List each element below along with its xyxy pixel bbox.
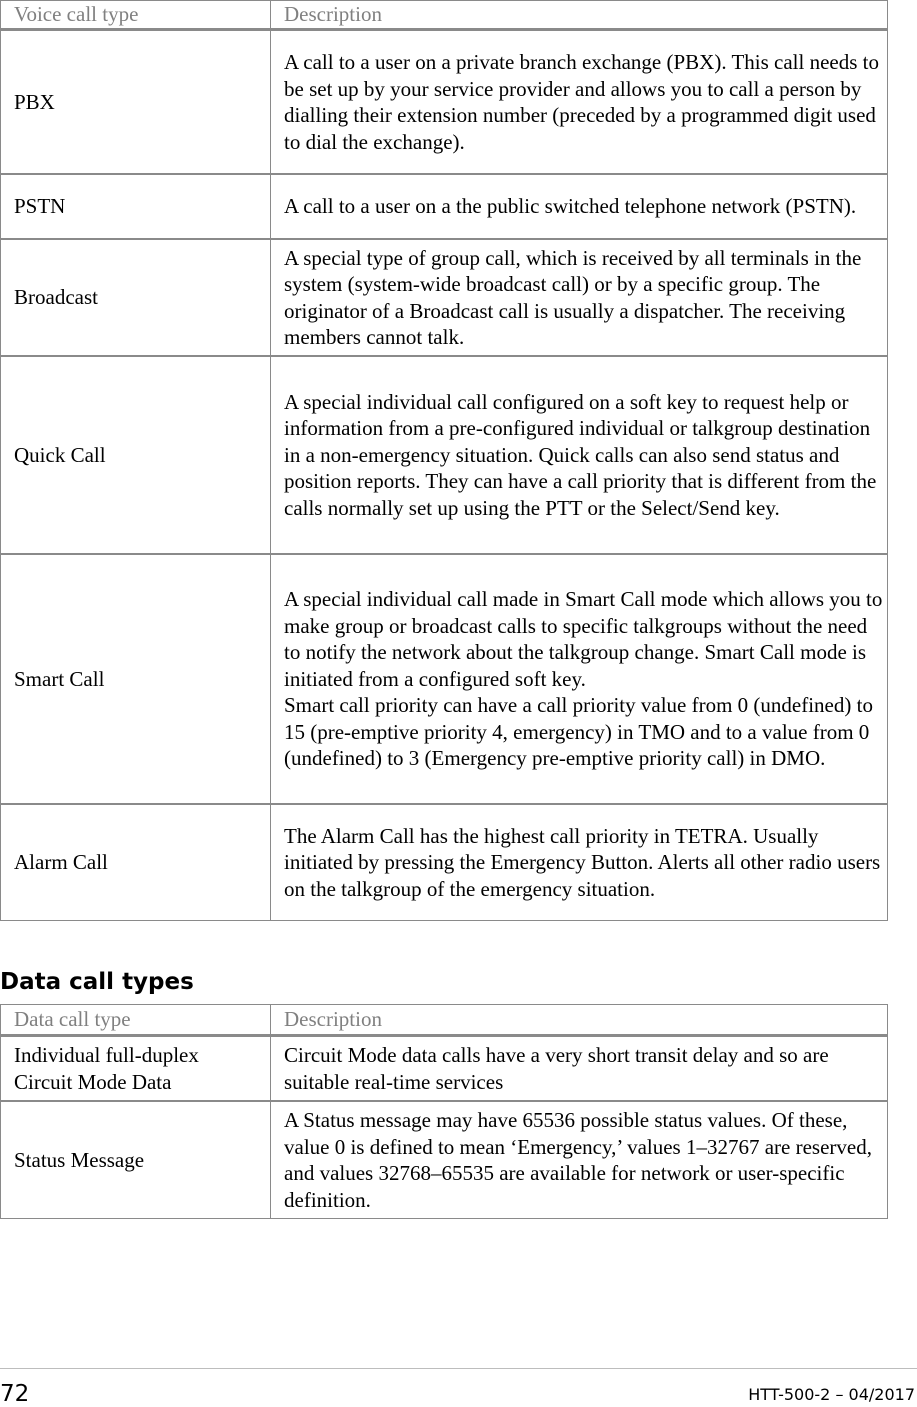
call-type-cell: Status Message: [1, 1101, 271, 1219]
description-cell: A call to a user on a the public switched telephone network (PSTN).: [271, 174, 888, 239]
page-number: 72: [0, 1381, 30, 1407]
table-header-row: [1, 1, 888, 30]
column-header-data-call-type: Data call type: [1, 1005, 271, 1036]
call-type-cell: Quick Call: [1, 356, 271, 554]
table-header-row: [1, 1005, 888, 1036]
call-type-cell: Broadcast: [1, 239, 271, 356]
document-reference: HTT-500-2 – 04/2017: [748, 1385, 915, 1404]
table-row-status-message: [1, 1101, 888, 1219]
description-cell: Circuit Mode data calls have a very short transit delay and so are suitable real-time services: [271, 1036, 888, 1102]
section-heading-data-call-types: Data call types: [0, 969, 194, 995]
table-row-pbx: [1, 30, 888, 175]
table-row-quick-call: [1, 356, 888, 554]
column-header-voice-call-type: Voice call type: [1, 1, 271, 30]
table-row-alarm-call: [1, 804, 888, 921]
call-type-cell: Smart Call: [1, 554, 271, 804]
table-row-smart-call: [1, 554, 888, 804]
description-cell: A special individual call made in Smart Call mode which allows you to make group or broadcast calls to specific talkgroups without the need to notify the network about the talkgroup change. Smart Call mode is initiated from a configured soft key. Smart call priority can have a call priority value from 0 (undefined) to 15 (pre-emptive priority 4, emergency) in TMO and to a value from 0 (undefined) to 3 (Emergency pre-emptive priority call) in DMO.: [271, 554, 888, 804]
description-cell: A special type of group call, which is received by all terminals in the system (system-wide broadcast call) or by a specific group. The originator of a Broadcast call is usually a dispatcher. The receiving members cannot talk.: [271, 239, 888, 356]
column-header-description: Description: [271, 1, 888, 30]
footer-divider: [0, 1368, 917, 1369]
call-type-cell: PBX: [1, 30, 271, 175]
call-type-cell: Individual full-duplex Circuit Mode Data: [1, 1036, 271, 1102]
description-cell: A Status message may have 65536 possible status values. Of these, value 0 is defined to mean ‘Emergency,’ values 1–32767 are reserved, and values 32768–65535 are available for network or user-specific definition.: [271, 1101, 888, 1219]
call-type-cell: PSTN: [1, 174, 271, 239]
data-call-types-table: [0, 1004, 888, 1219]
column-header-description: Description: [271, 1005, 888, 1036]
table-row-broadcast: [1, 239, 888, 356]
table-row-pstn: [1, 174, 888, 239]
description-cell: The Alarm Call has the highest call priority in TETRA. Usually initiated by pressing the Emergency Button. Alerts all other radio users on the talkgroup of the emergency situation.: [271, 804, 888, 921]
description-cell: A call to a user on a private branch exchange (PBX). This call needs to be set up by your service provider and allows you to call a person by dialling their extension number (preceded by a programmed digit used to dial the exchange).: [271, 30, 888, 175]
call-type-cell: Alarm Call: [1, 804, 271, 921]
description-cell: A special individual call configured on a soft key to request help or information from a pre-configured individual or talkgroup destination in a non-emergency situation. Quick calls can also send status and position reports. They can have a call priority that is different from the calls normally set up using the PTT or the Select/Send key.: [271, 356, 888, 554]
table-row-circuit-mode-data: [1, 1036, 888, 1102]
